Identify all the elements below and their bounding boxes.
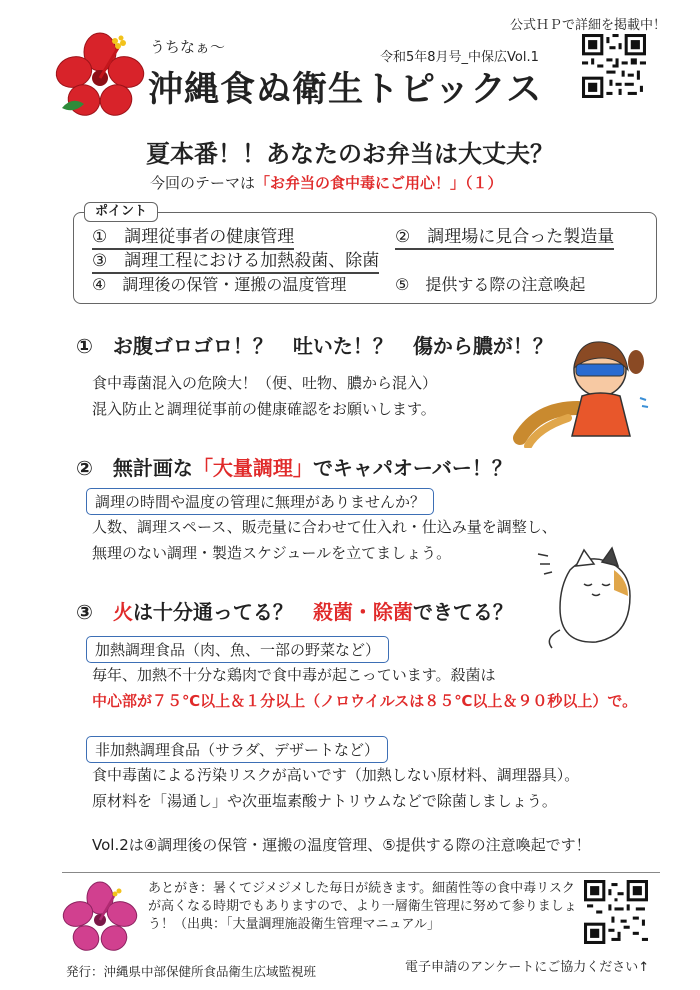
section2-heading: ② 無計画な「大量調理」でキャパオーバー！？ <box>76 456 512 480</box>
section2-line1: 人数、調理スペース、販売量に合わせて仕入れ・仕込み量を調整し、 <box>92 518 557 536</box>
point-2: ② 調理場に見合った製造量 <box>395 222 614 247</box>
hp-note: 公式ＨＰで詳細を掲載中！ <box>510 18 667 33</box>
point-4: ④ 調理後の保管・運搬の温度管理 <box>92 275 347 294</box>
section3-line1: 毎年、加熱不十分な鶏肉で食中毒が起こっています。殺菌は <box>92 666 496 684</box>
publisher: 発行：沖縄県中部保健所食品衛生広域監視班 <box>66 964 317 979</box>
survey-note[interactable]: 電子申請のアンケートにご協力ください↑ <box>405 960 650 975</box>
unheated-food-callout: 非加熱調理食品（サラダ、デザートなど） <box>86 736 388 763</box>
hibiscus-pink-icon <box>60 880 140 956</box>
section1-line1: 食中毒菌混入の危険大！（便、吐物、膿から混入） <box>92 374 438 392</box>
page-title: 沖縄食ぬ衛生トピックス <box>148 70 543 110</box>
point-5: ⑤ 提供する際の注意喚起 <box>395 275 586 294</box>
section3-red-line: 中心部が７５℃以上＆１分以上（ノロウイルスは８５℃以上＆９０秒以上）で。 <box>92 692 638 710</box>
sick-girl-illustration <box>508 338 658 448</box>
point-3: ③ 調理工程における加熱殺菌、除菌 <box>92 246 379 271</box>
section3-line2: 食中毒菌による汚染リスクが高いです（加熱しない原材料、調理器具）。 <box>92 766 580 784</box>
issue-label: 令和5年8月号_中保広Vol.1 <box>380 50 539 65</box>
uchina-subtitle: うちなぁ～ <box>150 38 226 56</box>
headline: 夏本番！！あなたのお弁当は大丈夫？ <box>146 140 554 168</box>
vol2-note: Vol.2は④調理後の保管・運搬の温度管理、⑤提供する際の注意喚起です！ <box>92 836 591 854</box>
theme-prefix: 今回のテーマは <box>150 174 256 192</box>
survey-qr-code-icon[interactable] <box>584 880 648 944</box>
section3-line3: 原材料を「湯通し」や次亜塩素酸ナトリウムなどで除菌しましょう。 <box>92 792 557 810</box>
point-1: ① 調理従事者の健康管理 <box>92 222 294 247</box>
qr-code-icon[interactable] <box>582 34 646 98</box>
theme-highlight: 「お弁当の食中毒にご用心！」 <box>255 174 466 192</box>
heated-food-callout: 加熱調理食品（肉、魚、一部の野菜など） <box>86 636 389 663</box>
theme-line <box>150 172 503 193</box>
section1-line2: 混入防止と調理従事前の健康確認をお願いします。 <box>92 400 436 418</box>
section2-line2: 無理のない調理・製造スケジュールを立てましょう。 <box>92 544 452 562</box>
afterword: あとがき：暑くてジメジメした毎日が続きます。細菌性等の食中毒リスクが高くなる時期でもありますので、より一層衛生管理に努めて参りましょう！（出典：「大量調理施設衛生管理マニュアル」 <box>148 881 577 932</box>
section3-heading: ③ 火は十分通ってる？ 殺菌・除菌できてる？ <box>76 600 513 624</box>
hibiscus-red-icon <box>52 30 148 122</box>
section1-heading: ① お腹ゴロゴロ！？ 吐いた！？ 傷から膿が！？ <box>76 334 553 358</box>
sleepy-cat-illustration <box>530 540 650 650</box>
theme-suffix: （１） <box>465 174 503 192</box>
section2-callout: 調理の時間や温度の管理に無理がありませんか？ <box>86 488 434 515</box>
points-label: ポイント <box>84 202 158 222</box>
